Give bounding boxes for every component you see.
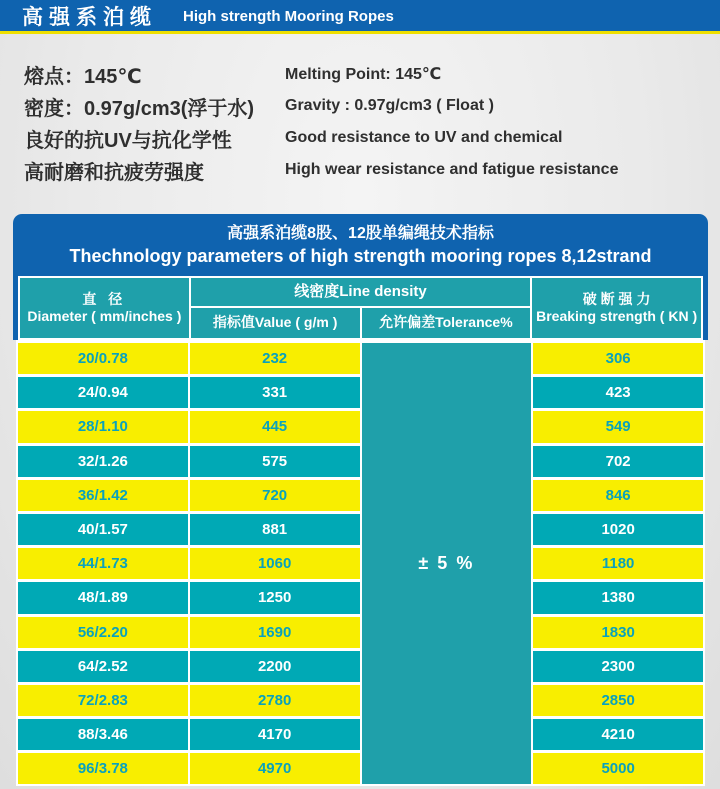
table-cell-value: 1060 [190, 548, 360, 579]
spec-table [13, 214, 708, 786]
header-diameter-zh: 直 径 [82, 290, 127, 307]
table-cell-diameter: 28/1.10 [18, 411, 188, 442]
table-title-zh: 高强系泊缆8股、12股单编绳技术指标 [227, 224, 494, 242]
table-cell-diameter: 40/1.57 [18, 514, 188, 545]
property-gravity-en: Gravity : 0.97g/cm3 ( Float ) [285, 97, 494, 114]
table-cell-strength: 702 [533, 446, 703, 477]
property-gravity-zh: 密度：0.97g/cm3(浮于水) [24, 97, 255, 120]
page-title-en: High strength Mooring Ropes [183, 8, 394, 25]
table-cell-diameter: 96/3.78 [18, 753, 188, 784]
property-uv-zh: 良好的抗UV与抗化学性 [24, 129, 232, 152]
table-cell-value: 720 [190, 480, 360, 511]
table-cell-strength: 1380 [533, 582, 703, 613]
header-tolerance: 允许偏差Tolerance% [362, 308, 531, 338]
table-column-headers [18, 276, 703, 340]
table-cell-diameter: 72/2.83 [18, 685, 188, 716]
table-cell-diameter: 56/2.20 [18, 617, 188, 648]
table-cell-diameter: 24/0.94 [18, 377, 188, 408]
table-cell-value: 1250 [190, 582, 360, 613]
header-breaking-en: Breaking strength ( KN ) [536, 308, 698, 324]
table-title [18, 214, 703, 276]
table-cell-strength: 2850 [533, 685, 703, 716]
table-cell-value: 2780 [190, 685, 360, 716]
header-diameter [20, 278, 189, 338]
table-cell-strength: 549 [533, 411, 703, 442]
table-cell-strength: 1020 [533, 514, 703, 545]
table-cell-value: 4170 [190, 719, 360, 750]
page-title-zh: 高强系泊缆 [22, 5, 157, 29]
table-cell-value: 1690 [190, 617, 360, 648]
table-cell-strength: 5000 [533, 753, 703, 784]
table-title-en: Thechnology parameters of high strength mooring ropes 8,12strand [69, 245, 652, 266]
table-header-frame [13, 214, 708, 340]
table-cell-strength: 4210 [533, 719, 703, 750]
property-wear-zh: 高耐磨和抗疲劳强度 [24, 161, 204, 184]
tolerance-merged-cell: ± 5 % [362, 343, 532, 784]
property-uv-en: Good resistance to UV and chemical [285, 129, 563, 146]
table-cell-strength: 306 [533, 343, 703, 374]
table-cell-diameter: 44/1.73 [18, 548, 188, 579]
table-cell-strength: 846 [533, 480, 703, 511]
table-cell-value: 331 [190, 377, 360, 408]
header-diameter-en: Diameter ( mm/inches ) [27, 308, 182, 324]
header-line-density-group: 线密度Line density [191, 278, 531, 306]
table-cell-strength: 1180 [533, 548, 703, 579]
table-body [16, 340, 705, 786]
header-breaking-zh: 破 断 强 力 [582, 290, 651, 307]
table-cell-diameter: 48/1.89 [18, 582, 188, 613]
table-cell-value: 232 [190, 343, 360, 374]
table-cell-diameter: 88/3.46 [18, 719, 188, 750]
table-cell-diameter: 32/1.26 [18, 446, 188, 477]
header-breaking-strength [532, 278, 701, 338]
property-melting-en: Melting Point: 145℃ [285, 66, 442, 83]
table-cell-strength: 2300 [533, 651, 703, 682]
table-cell-value: 881 [190, 514, 360, 545]
table-cell-value: 575 [190, 446, 360, 477]
header-value: 指标值Value ( g/m ) [191, 308, 360, 338]
table-cell-strength: 1830 [533, 617, 703, 648]
table-cell-value: 445 [190, 411, 360, 442]
table-cell-strength: 423 [533, 377, 703, 408]
table-cell-diameter: 64/2.52 [18, 651, 188, 682]
table-cell-value: 2200 [190, 651, 360, 682]
property-melting-zh: 熔点：145℃ [24, 65, 142, 88]
table-cell-diameter: 36/1.42 [18, 480, 188, 511]
properties-section [0, 34, 720, 186]
table-cell-value: 4970 [190, 753, 360, 784]
table-cell-diameter: 20/0.78 [18, 343, 188, 374]
page-header [0, 0, 720, 34]
property-wear-en: High wear resistance and fatigue resistance [285, 161, 619, 178]
